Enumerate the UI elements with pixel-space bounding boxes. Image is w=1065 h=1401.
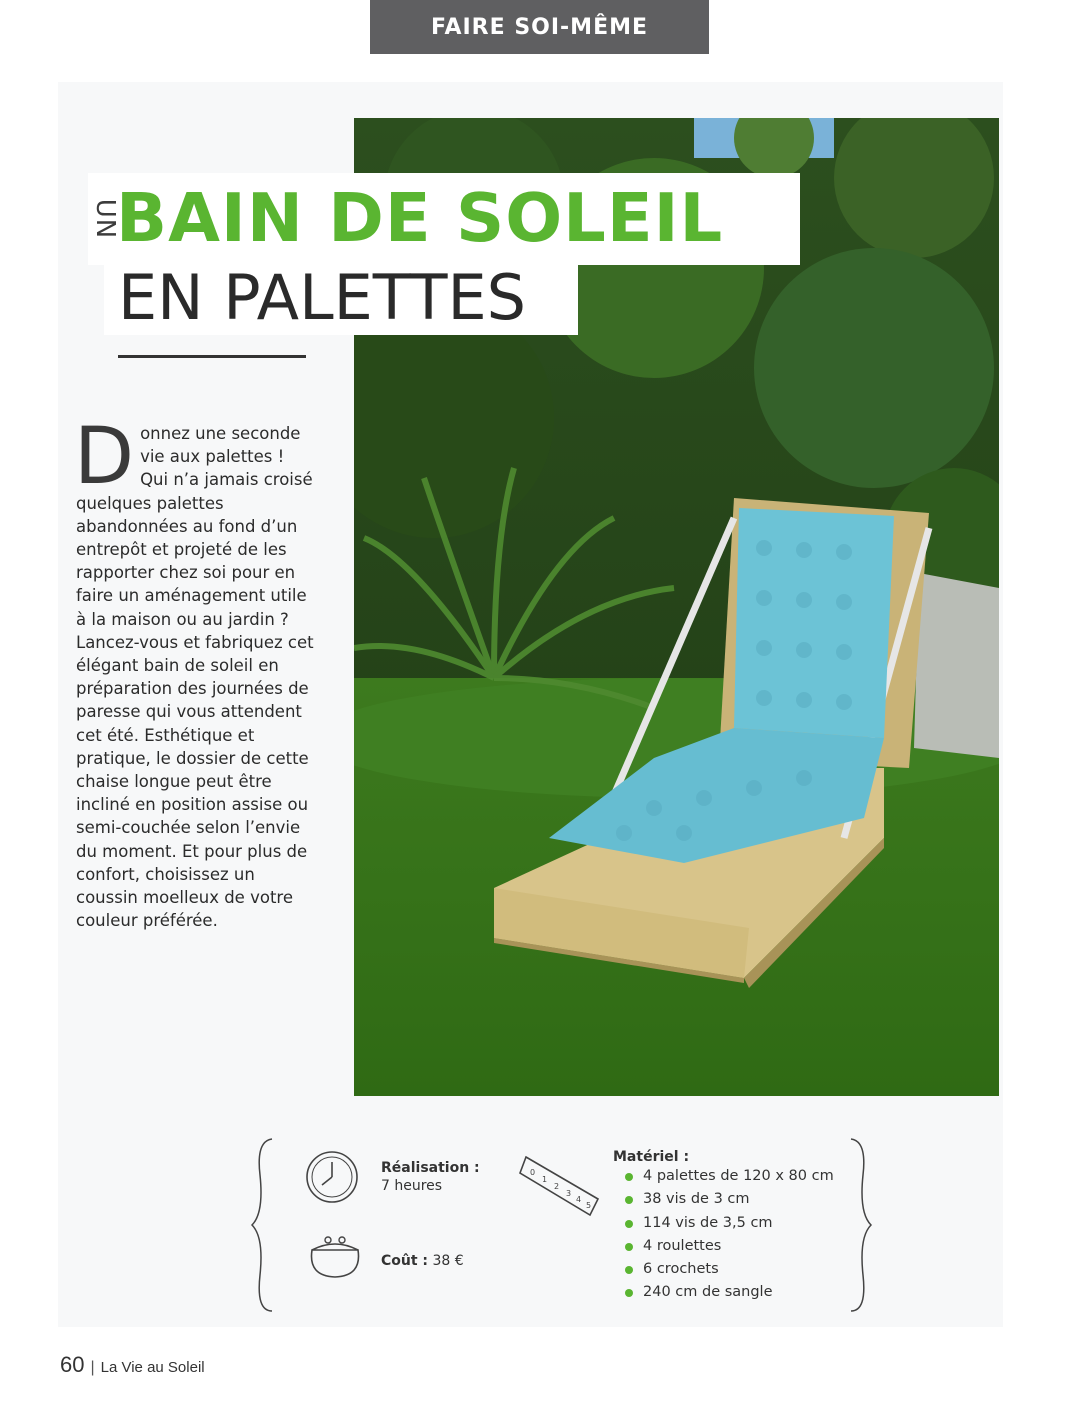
left-brace-icon	[248, 1135, 278, 1315]
materiel-item: 6 crochets	[625, 1258, 834, 1281]
materiel-item: 240 cm de sangle	[625, 1281, 834, 1304]
title-line-1	[88, 173, 800, 265]
page-number: 60	[60, 1352, 85, 1377]
title-main: BAIN DE SOLEIL	[116, 179, 724, 257]
realisation-label: Réalisation :	[381, 1160, 480, 1176]
materiel-heading	[613, 1149, 689, 1165]
title-rule	[118, 355, 306, 358]
ruler-icon	[518, 1153, 602, 1219]
cout-label: Coût :	[381, 1253, 429, 1269]
materiel-item: 114 vis de 3,5 cm	[625, 1212, 834, 1235]
cout-block	[381, 1253, 464, 1269]
page-footer	[60, 1352, 205, 1378]
ruler-mark-5: 5	[586, 1201, 592, 1210]
realisation-block	[381, 1159, 480, 1195]
realisation-value: 7 heures	[381, 1178, 443, 1194]
ruler-mark-0: 0	[530, 1168, 536, 1177]
intro-paragraph	[74, 412, 314, 932]
materiel-item: 38 vis de 3 cm	[625, 1188, 834, 1211]
materiel-item: 4 palettes de 120 x 80 cm	[625, 1165, 834, 1188]
section-label: FAIRE SOI-MÊME	[430, 14, 649, 40]
title-line-2	[104, 261, 578, 335]
title-prefix-text: UN	[90, 198, 121, 240]
footer-separator: |	[90, 1359, 95, 1376]
title-sub: EN PALETTES	[118, 261, 526, 334]
ruler-mark-2: 2	[554, 1182, 560, 1191]
info-box	[240, 1135, 890, 1320]
materiel-item: 4 roulettes	[625, 1235, 834, 1258]
ruler-mark-1: 1	[542, 1175, 548, 1184]
dropcap: D	[74, 412, 135, 502]
right-brace-icon	[845, 1135, 875, 1315]
ruler-mark-3: 3	[566, 1189, 572, 1198]
magazine-name: La Vie au Soleil	[100, 1359, 205, 1376]
ruler-mark-4: 4	[576, 1195, 582, 1204]
cout-value: 38 €	[432, 1253, 464, 1269]
section-tab	[370, 0, 709, 54]
materiel-label: Matériel :	[613, 1149, 690, 1165]
purse-icon	[304, 1230, 366, 1280]
materiel-list	[625, 1165, 834, 1305]
intro-text: onnez une seconde vie aux palettes ! Qui n’a jamais croisé quelques palettes abandonnées au fond d’un entrepôt et projeté de les rapporter chez soi pour en faire un aménagement utile à la maison ou au jardin ? Lancez-vous et fabriquez cet élégant bain de soleil en préparation des journées de paresse qui vous attendent cet été. Esthétique et pratique, le dossier de cette chaise longue peut être incliné en position assise ou semi-couchée selon l’envie du moment. Et pour plus de confort, choisissez un coussin moelleux de votre couleur préférée.	[76, 424, 314, 931]
clock-icon	[304, 1149, 360, 1205]
